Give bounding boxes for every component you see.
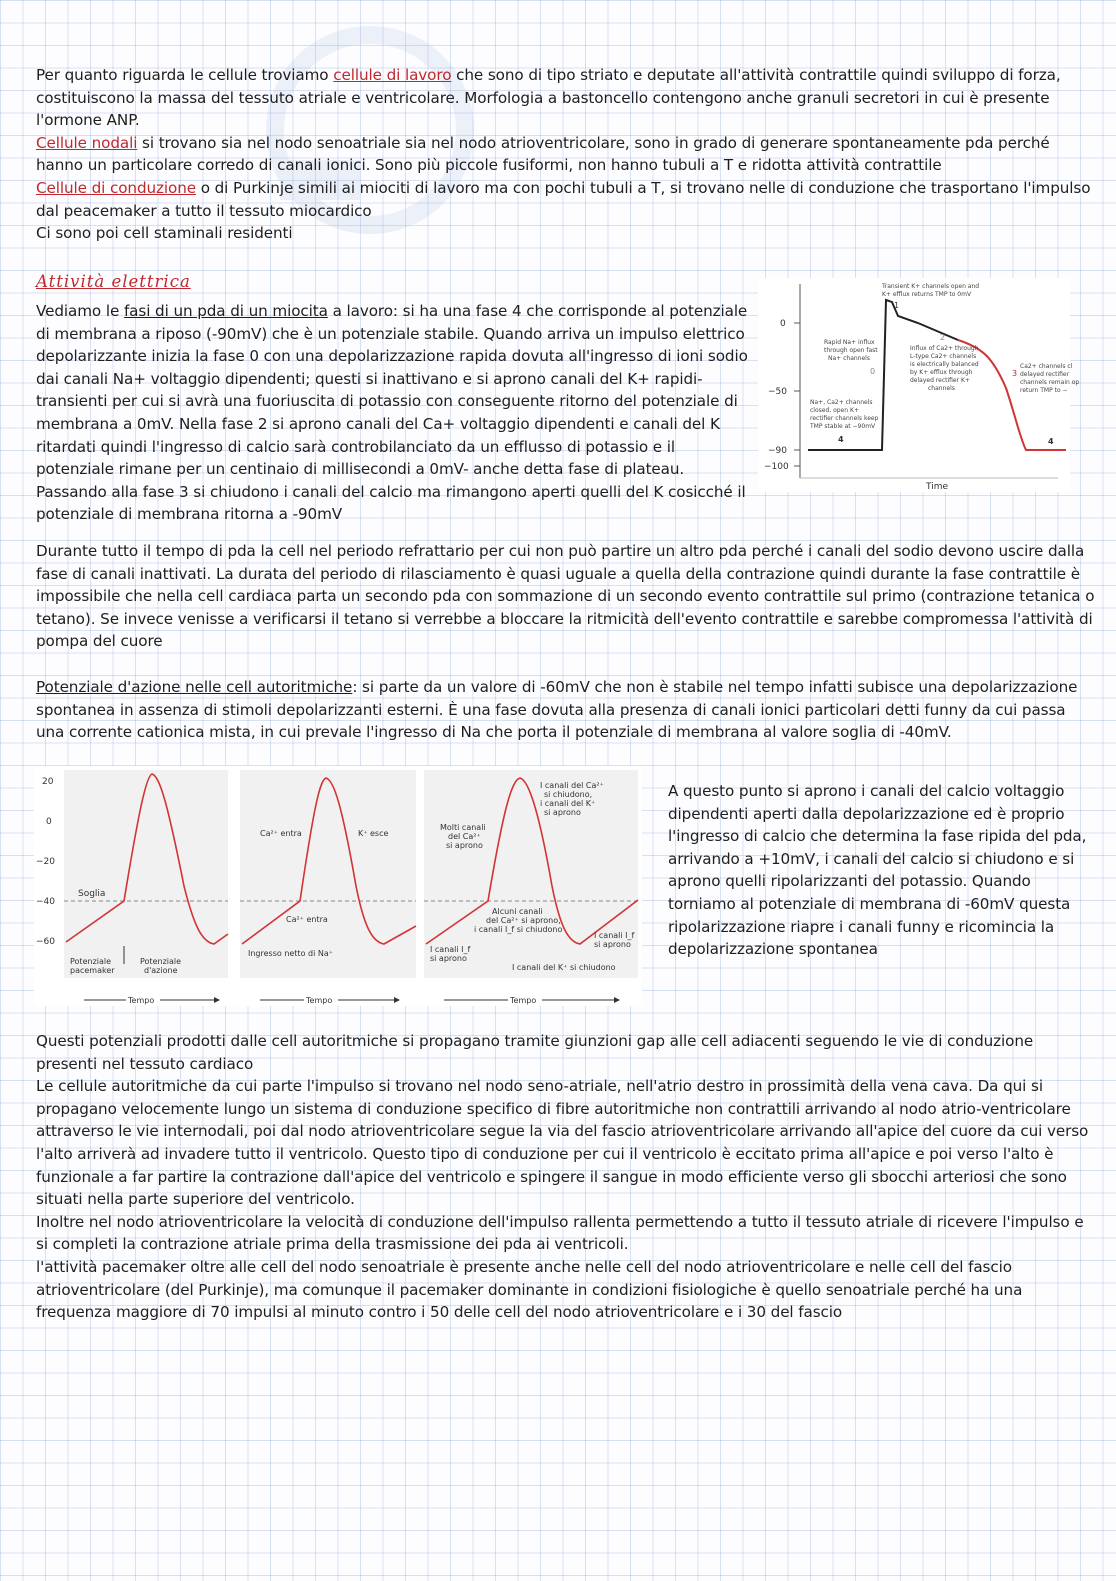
tempo-label-3: Tempo	[510, 996, 537, 1005]
svg-text:return TMP to −: return TMP to −	[1020, 387, 1068, 394]
phase-label-0: 0	[870, 367, 876, 376]
side-paragraph: A questo punto si aprono i canali del calcio voltaggio dipendenti aperti dalla depolarizzazione ed è proprio l'ingresso di calcio che determina la fase ripida del pda, arrivando a +10mV, i canali del calcio si chiudono e si aprono quelli ripolarizzanti del potassio. Quando torniamo al potenziale di membrana di -60mV questa ripolarizzazione riapre i canali funny e ricomincia la depolarizzazione spontanea	[668, 782, 1087, 959]
svg-text:del Ca²⁺ si aprono,: del Ca²⁺ si aprono,	[486, 916, 561, 925]
tempo-label-1: Tempo	[128, 996, 155, 1005]
refractory-paragraph: Durante tutto il tempo di pda la cell nel periodo refrattario per cui non può partire un altro pda perché i canali del sodio devono uscire dalla fase di canali inattivati. La durata del periodo di rilasciamento è quasi uguale a quella della contrazione quindi durante la fase contrattile è impossibile che nella cell cardiaca parta un secondo pda con sommazione di un secondo evento contrattile sul primo (contrazione tetanica o tetano). Se invece venisse a verificarsi il tetano si verrebbe a bloccare la ritmicità dell'evento contrattile e sarebbe compromessa l'attività di pompa del cuore	[36, 542, 1095, 651]
intro-section	[36, 64, 1096, 245]
y-tick-0: 0	[46, 817, 52, 827]
svg-text:closed, open K+: closed, open K+	[810, 407, 859, 414]
svg-text:d'azione: d'azione	[144, 966, 178, 975]
svg-text:channels: channels	[928, 385, 955, 392]
svg-text:si aprono: si aprono	[446, 841, 483, 850]
term-cellule-conduzione: Cellule di conduzione	[36, 178, 196, 197]
svg-text:si chiudono,: si chiudono,	[544, 790, 593, 799]
autorhythmic-paragraph: Potenziale d'azione nelle cell autoritmiche: si parte da un valore di -60mV che non è stabile nel tempo infatti subisce una depolarizzazione spontanea in assenza di stimoli depolarizzanti esterni. È una fase dovuta alla presenza di canali ionici particolari detti funny da cui passa una corrente cationica mista, in cui prevale l'ingresso di Na che porta il potenziale di membrana al valore soglia di -40mV.	[36, 678, 1078, 742]
y-tick-m40: −40	[36, 897, 55, 907]
svg-text:Rapid Na+ influx: Rapid Na+ influx	[824, 339, 875, 346]
phase-label-3: 3	[1012, 369, 1018, 378]
soglia-label: Soglia	[78, 889, 106, 899]
svg-text:Molti canali: Molti canali	[440, 823, 486, 832]
term-cellule-lavoro: cellule di lavoro	[333, 66, 452, 84]
ventricular-action-potential-figure	[758, 278, 1080, 492]
svg-text:Transient K+ channels open and: Transient K+ channels open and	[882, 283, 980, 290]
phase-label-4a: 4	[838, 435, 844, 444]
phase-label-4b: 4	[1048, 437, 1054, 446]
svg-text:si aprono: si aprono	[430, 954, 467, 963]
y-tick-label-90: −90	[768, 446, 787, 456]
svg-text:Potenziale: Potenziale	[70, 957, 112, 966]
svg-text:Alcuni canali: Alcuni canali	[492, 907, 543, 916]
svg-text:K⁺ esce: K⁺ esce	[358, 829, 389, 838]
paragraph-cellule-lavoro: Per quanto riguarda le cellule troviamo cellule di lavoro che sono di tipo striato e deputate all'attività contrattile quindi sviluppo di forza, costituiscono la massa del tessuto atriale e ventricolare. Morfologia a bastoncello contengono anche granuli secretori in cui è presente l'ormone ANP.	[36, 66, 1061, 130]
svg-text:i canali I_f si chiudono: i canali I_f si chiudono	[474, 925, 563, 934]
term-fasi-pda: fasi di un pda di un miocita	[123, 302, 328, 320]
svg-text:L-type Ca2+ channels: L-type Ca2+ channels	[910, 353, 977, 360]
svg-text:si aprono: si aprono	[594, 940, 631, 949]
y-tick-label-0: 0	[780, 319, 786, 329]
svg-text:i canali del K⁺: i canali del K⁺	[540, 799, 596, 808]
tempo-label-2: Tempo	[306, 996, 333, 1005]
svg-text:by K+ efflux through: by K+ efflux through	[910, 369, 973, 376]
svg-text:pacemaker: pacemaker	[70, 966, 115, 975]
x-axis-label: Time	[926, 482, 949, 492]
y-tick-label-100: −100	[764, 462, 789, 472]
conduction-p4: l'attività pacemaker oltre alle cell del nodo senoatriale è presente anche nelle cell del nodo atrioventricolare e nelle cell del fascio atrioventricolare (del Purkinje), ma comunque il pacemaker dominante in condizioni fisiologiche è quello senoatriale perché ha una frequenza maggiore di 70 impulsi al minuto contro i 50 delle cell del nodo atrioventricolare e i 30 del fascio	[36, 1257, 1023, 1322]
svg-text:Influx of Ca2+ through: Influx of Ca2+ through	[910, 345, 979, 352]
svg-text:I canali I_f: I canali I_f	[430, 945, 471, 954]
paragraph-staminali: Ci sono poi cell staminali residenti	[36, 224, 293, 243]
paragraph-cellule-conduzione: Cellule di conduzione o di Purkinje simili ai miociti di lavoro ma con pochi tubuli a T, si trovano nelle di conduzione che trasportano l'impulso dal peacemaker a tutto il tessuto miocardico	[36, 178, 1091, 220]
y-tick-label-50: −50	[768, 387, 787, 397]
svg-text:through open fast: through open fast	[824, 347, 878, 354]
svg-text:is electrically balanced: is electrically balanced	[910, 361, 979, 368]
conduction-p1: Questi potenziali prodotti dalle cell autoritmiche si propagano tramite giunzioni gap alle cell adiacenti seguendo le vie di conduzione presenti nel tessuto cardiaco	[36, 1032, 1034, 1073]
svg-text:Ca²⁺ entra: Ca²⁺ entra	[260, 829, 302, 838]
y-tick-20: 20	[42, 777, 54, 787]
svg-text:del Ca²⁺: del Ca²⁺	[448, 832, 481, 841]
paragraph-cellule-nodali: Cellule nodali si trovano sia nel nodo senoatriale sia nel nodo atrioventricolare, sono in grado di generare spontaneamente pda perché hanno un particolare corredo di canali ionici. Sono più piccole fusiformi, non hanno tubuli a T e ridotta attività contrattile	[36, 133, 1050, 175]
svg-text:I canali del K⁺ si chiudono: I canali del K⁺ si chiudono	[512, 963, 616, 972]
panel-3	[424, 770, 638, 1006]
term-cellule-nodali: Cellule nodali	[36, 133, 138, 152]
conduction-section	[36, 1030, 1096, 1324]
svg-text:channels remain op: channels remain op	[1020, 379, 1080, 386]
svg-text:delayed rectifier: delayed rectifier	[1020, 371, 1070, 378]
conduction-p3: Inoltre nel nodo atrioventricolare la velocità di conduzione dell'impulso rallenta permettendo a tutto il tessuto atriale di ricevere l'impulso e si completi la contrazione atriale prima della trasmissione dei pda ai ventricoli.	[36, 1212, 1084, 1254]
svg-text:K+ efflux returns TMP to 0mV: K+ efflux returns TMP to 0mV	[882, 291, 972, 298]
y-tick-m20: −20	[36, 857, 55, 867]
svg-text:Ca²⁺ entra: Ca²⁺ entra	[286, 915, 328, 924]
svg-text:Ingresso netto di Na⁺: Ingresso netto di Na⁺	[248, 949, 333, 958]
phase-label-1: 1	[894, 301, 900, 310]
panel-2	[240, 770, 416, 1006]
svg-text:TMP stable at −90mV: TMP stable at −90mV	[810, 423, 876, 430]
svg-text:rectifier channels keep: rectifier channels keep	[810, 415, 879, 422]
svg-text:Potenziale: Potenziale	[140, 957, 182, 966]
section-heading: Attività elettrica	[36, 272, 191, 291]
svg-text:delayed rectifier K+: delayed rectifier K+	[910, 377, 970, 384]
electrical-paragraph: Vediamo le fasi di un pda di un miocita a lavoro: si ha una fase 4 che corrisponde al potenziale di membrana a riposo (-90mV) che è un potenziale stabile. Quando arriva un impulso elettrico depolarizzante inizia la fase 0 con una depolarizzazione rapida dovuta all'ingresso di ioni sodio dai canali Na+ voltaggio dipendenti; questi si inattivano e si aprono canali del K+ rapidi-transienti per cui si avrà una fuoriuscita di potassio con conseguente ritorno del potenziale di membrana a 0mV. Nella fase 2 si aprono canali del Ca+ voltaggio dipendenti e canali del K ritardati quindi l'ingresso di calcio sarà controbilanciato da un efflusso di potassio e il potenziale rimane per un centinaio di millisecondi a 0mV- anche detta fase di plateau. Passando alla fase 3 si chiudono i canali del calcio ma rimangono aperti quelli del K cosicché il potenziale di membrana ritorna a -90mV	[36, 302, 748, 524]
svg-text:I canali I_f: I canali I_f	[594, 931, 635, 940]
pacemaker-action-potential-figure	[34, 766, 642, 1006]
svg-text:Na+ channels: Na+ channels	[828, 355, 870, 362]
svg-text:Ca2+ channels cl: Ca2+ channels cl	[1020, 363, 1073, 370]
phase-label-2: 2	[940, 333, 946, 342]
svg-text:I canali del Ca²⁺: I canali del Ca²⁺	[540, 781, 604, 790]
term-pda-autoritmiche: Potenziale d'azione nelle cell autoritmiche	[36, 678, 353, 696]
panel-1	[64, 770, 228, 1006]
svg-text:Na+, Ca2+ channels: Na+, Ca2+ channels	[810, 399, 873, 406]
svg-text:si aprono: si aprono	[544, 808, 581, 817]
conduction-p2: Le cellule autoritmiche da cui parte l'impulso si trovano nel nodo seno-atriale, nell'atrio destro in prossimità della vena cava. Da qui si propagano velocemente lungo un sistema di conduzione specifico di fibre autoritmiche non contrattili arrivando al nodo atrio-ventricolare attraverso le vie internodali, poi dal nodo atrioventricolare segue la via del fascio atrioventricolare arrivando all'apice del cuore da cui verso l'alto arriverà ad invadere tutto il ventricolo. Questo tipo di conduzione per cui il ventricolo è eccitato prima all'apice e poi verso l'alto è funzionale a far partire la contrazione dall'apice del ventricolo e spingere il sangue in modo efficiente verso gli sbocchi arteriosi che sono situati nella parte superiore del ventricolo.	[36, 1077, 1089, 1209]
y-tick-m60: −60	[36, 937, 55, 947]
